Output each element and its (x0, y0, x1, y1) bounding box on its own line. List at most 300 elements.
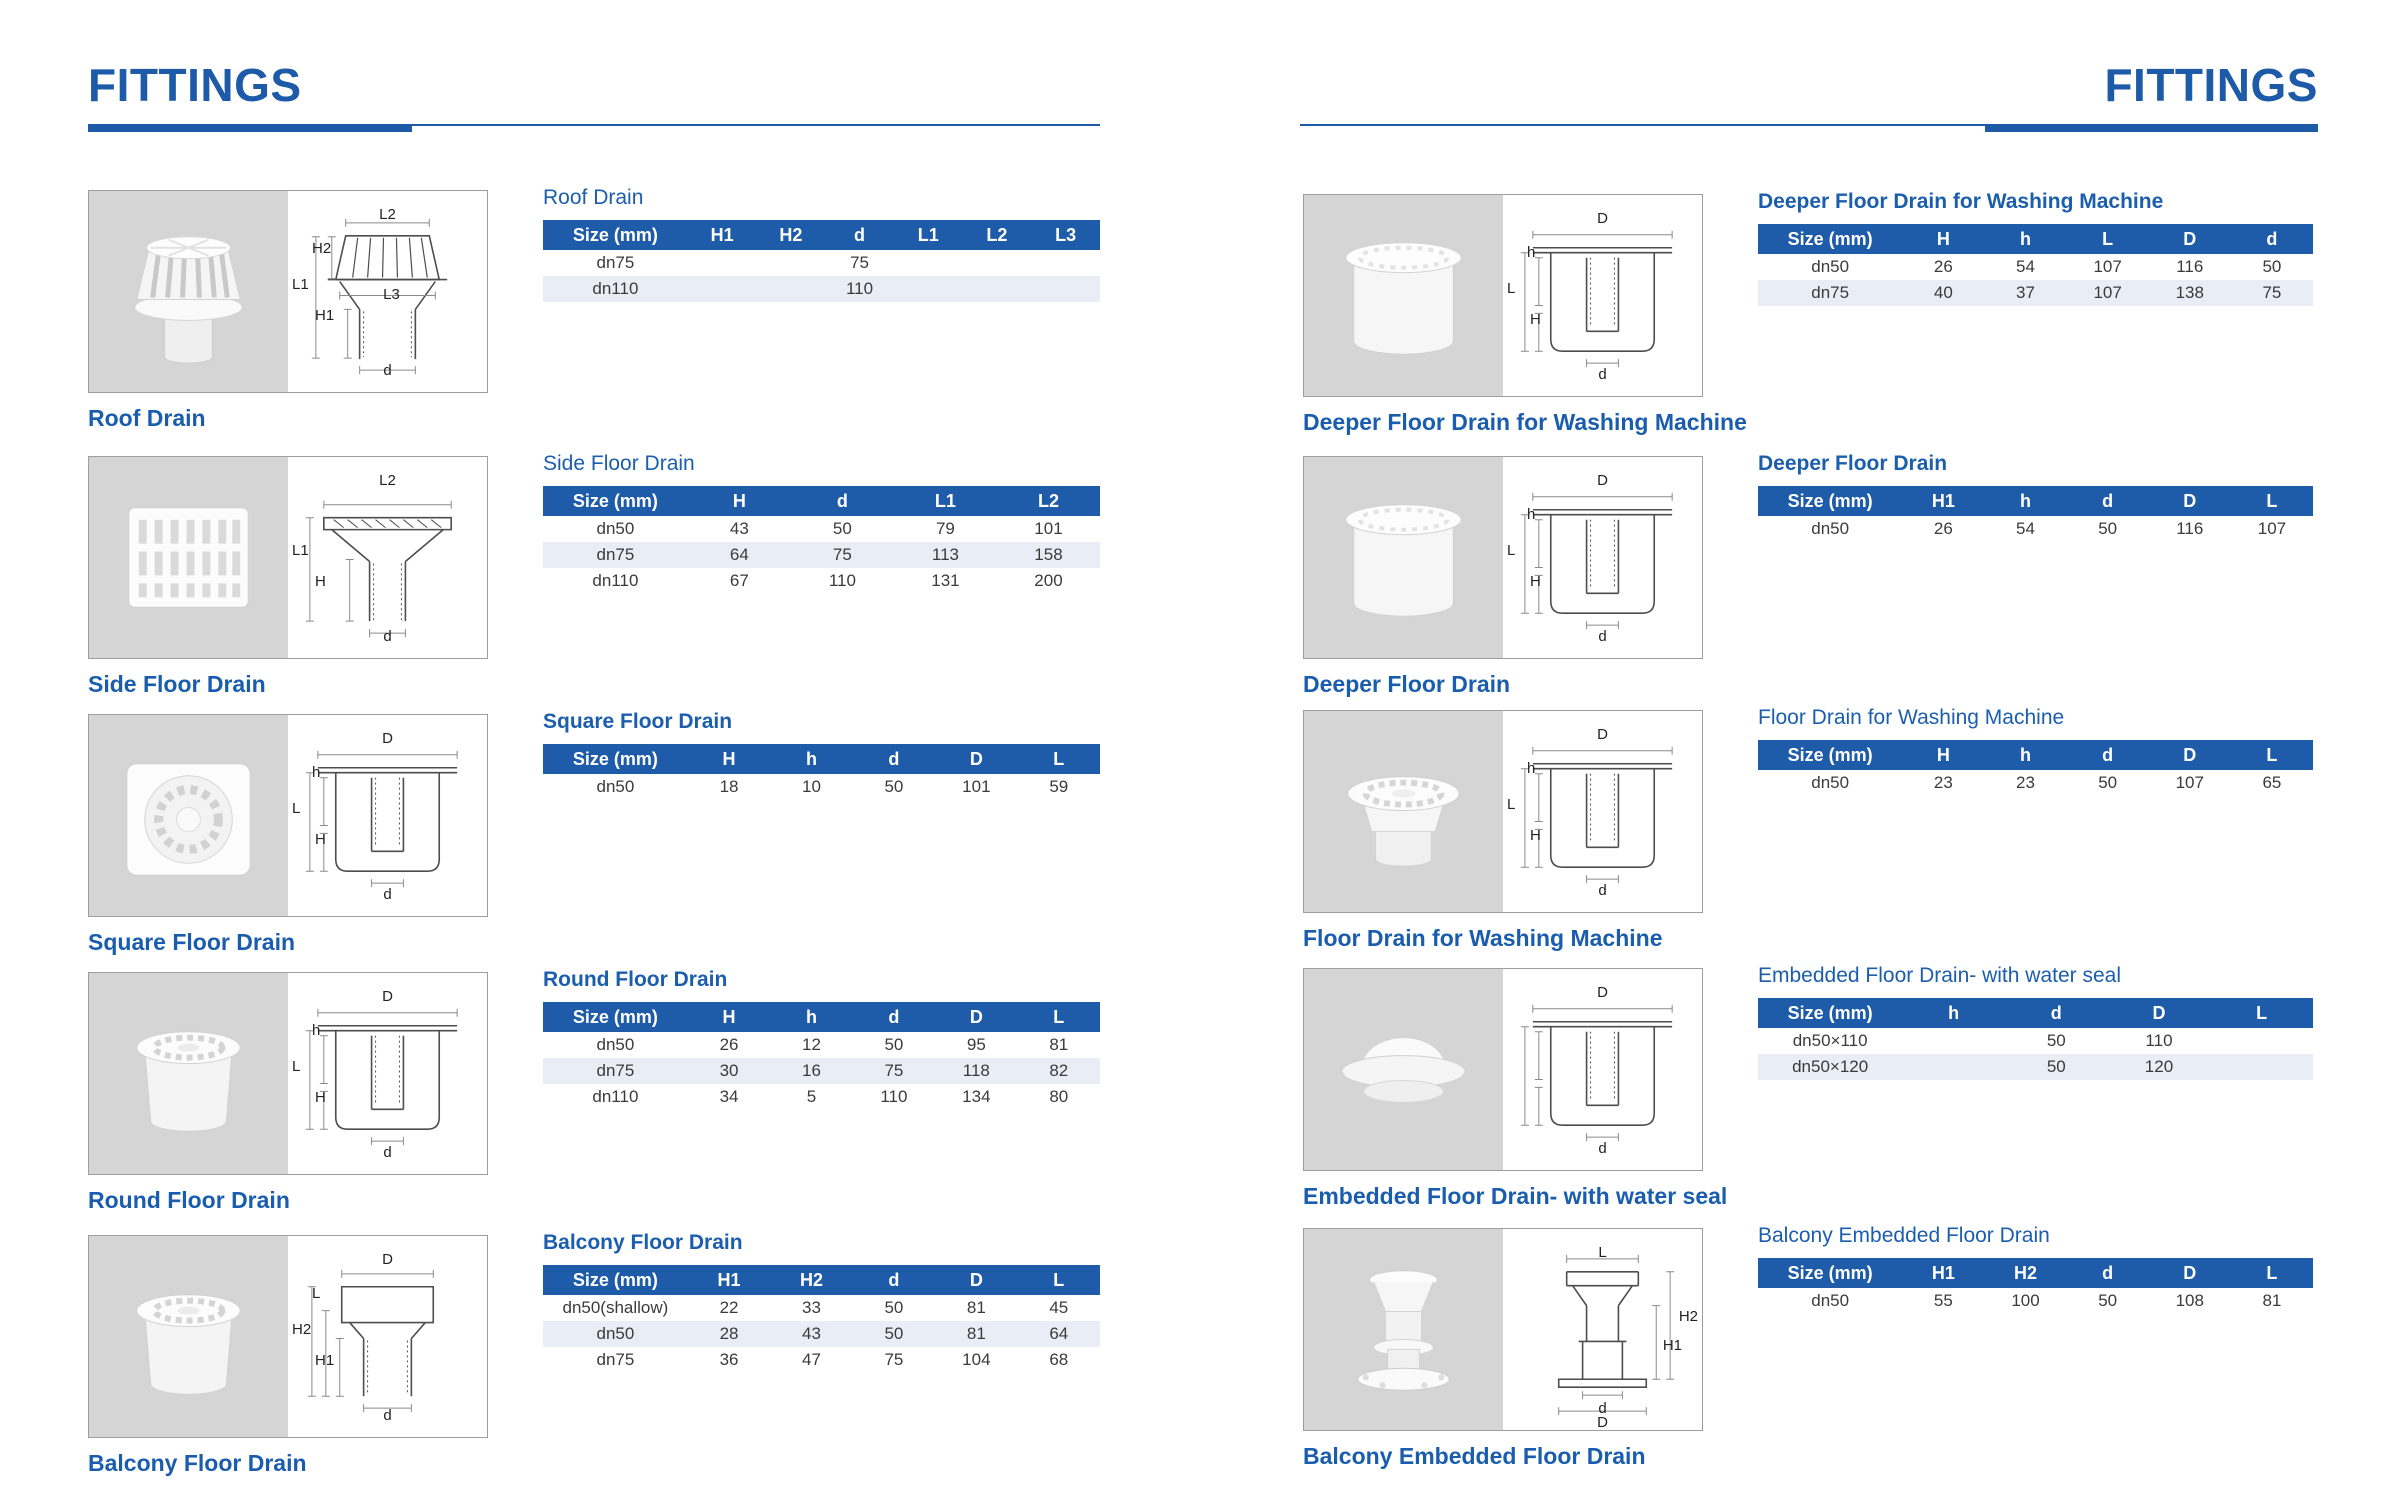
table-cell: 82 (1049, 1061, 1069, 1080)
spec-table (1758, 224, 2313, 306)
dim-label-left3: H (315, 830, 326, 848)
embedded-floor-drain-diagram (1503, 969, 1702, 1170)
spec-block (1758, 964, 2313, 1080)
table-cell: 134 (962, 1087, 991, 1106)
column-header: H1 (1902, 486, 1984, 516)
table-row (543, 774, 1100, 800)
balcony-embedded-floor-drain-photo (1304, 1229, 1503, 1430)
page-title: FITTINGS (88, 59, 302, 111)
column-header: h (770, 744, 852, 774)
dim-label-bottom: d (383, 1144, 392, 1161)
spec-table (1758, 486, 2313, 542)
column-header: D (935, 1265, 1017, 1295)
table-cell: 65 (2262, 773, 2282, 792)
table-cell (963, 250, 1032, 276)
table-cell: 23 (2016, 773, 2035, 792)
table-cell (757, 276, 826, 302)
table-cell: 16 (802, 1061, 821, 1080)
column-header: L (2210, 998, 2313, 1028)
table-row (1758, 770, 2313, 796)
table-cell: dn110 (592, 1087, 639, 1106)
deeper-floor-drain-diagram (1503, 457, 1702, 658)
table-cell: 28 (719, 1324, 739, 1343)
table-cell: 81 (966, 1298, 986, 1317)
table-cell: 68 (1049, 1350, 1069, 1369)
table-cell: dn50 (596, 1324, 635, 1343)
table-cell: dn50(shallow) (562, 1298, 669, 1317)
product-caption: Roof Drain (88, 405, 206, 431)
table-cell: 116 (2176, 257, 2204, 276)
table-cell (688, 250, 757, 276)
dim-label-top: D (382, 730, 393, 747)
column-header: L (2231, 1258, 2313, 1288)
round-floor-drain-card (88, 972, 488, 1175)
dim-label-bottom: d (1598, 1400, 1607, 1417)
spec-table (1758, 740, 2313, 796)
title-underline-thin (1300, 124, 1985, 126)
column-header: H2 (1984, 1258, 2066, 1288)
column-header: D (2149, 740, 2231, 770)
spec-block (1758, 452, 2313, 542)
dim-label-top: D (382, 988, 393, 1005)
dim-label-left1: h (1527, 506, 1536, 524)
section-roof-drain (0, 186, 1191, 450)
dim-label-left3: H (1530, 310, 1541, 328)
section-side-floor-drain (0, 452, 1191, 716)
table-header-row (1758, 224, 2313, 254)
deeper-floor-drain-wm-card (1303, 194, 1703, 397)
table-header-row (1758, 1258, 2313, 1288)
table-cell: 5 (806, 1087, 817, 1106)
balcony-floor-drain-diagram (288, 1236, 487, 1437)
table-header-row (543, 220, 1100, 250)
dim-label-left2: H2 (292, 1321, 312, 1339)
table-cell (1031, 250, 1100, 276)
column-header: L (1018, 1002, 1100, 1032)
balcony-floor-drain-photo (89, 1236, 288, 1437)
column-header: Size (mm) (543, 744, 688, 774)
table-row (543, 516, 1100, 542)
spec-table (1758, 998, 2313, 1080)
table-cell: 81 (966, 1324, 986, 1343)
table-cell: 104 (962, 1350, 991, 1369)
table-row (1758, 1054, 2313, 1080)
table-cell: 54 (2016, 519, 2035, 538)
column-header: D (2149, 1258, 2231, 1288)
table-cell: dn110 (592, 571, 639, 590)
dim-label-left3: H (1530, 826, 1541, 844)
dim-label-left2: L (1507, 280, 1516, 298)
table-cell: 64 (729, 545, 749, 564)
dim-label-bottom: d (1598, 366, 1607, 383)
table-cell: 79 (935, 519, 955, 538)
table-cell (1902, 1028, 2005, 1054)
table-cell: dn50 (1811, 773, 1850, 792)
column-header: d (2005, 998, 2108, 1028)
balcony-floor-drain-card (88, 1235, 488, 1438)
product-caption: Deeper Floor Drain (1303, 671, 1511, 697)
dim-label-bottom: d (383, 886, 392, 903)
dim-label-left1: h (312, 764, 321, 782)
dim-label-top: L2 (379, 472, 396, 489)
column-header: H2 (757, 220, 826, 250)
table-cell (963, 276, 1032, 302)
table-row (543, 1347, 1100, 1373)
table-row (1758, 280, 2313, 306)
table-row (543, 568, 1100, 594)
table-cell: 110 (880, 1087, 908, 1106)
side-floor-drain-diagram (288, 457, 487, 658)
table-cell: dn75 (596, 1061, 635, 1080)
table-cell (757, 250, 826, 276)
spec-table (543, 486, 1100, 594)
spec-table (543, 1265, 1100, 1373)
section-floor-drain-washing-machine (1191, 706, 2382, 970)
column-header: h (1902, 998, 2005, 1028)
table-cell: 45 (1049, 1298, 1069, 1317)
table-cell: 120 (2144, 1057, 2174, 1076)
table-cell: 50 (884, 1035, 904, 1054)
table-cell: 81 (1049, 1035, 1069, 1054)
table-cell: dn50 (596, 519, 635, 538)
table-title: Roof Drain (543, 186, 644, 209)
dim-label-top: L2 (379, 206, 396, 223)
page-right (1191, 0, 2382, 1490)
table-cell: 36 (719, 1350, 739, 1369)
column-header: L (2231, 486, 2313, 516)
side-floor-drain-card (88, 456, 488, 659)
table-cell: 107 (2093, 283, 2122, 302)
table-title: Embedded Floor Drain- with water seal (1758, 964, 2121, 987)
spec-block (543, 968, 1100, 1110)
column-header: L1 (894, 220, 963, 250)
dim-label-bottom: d (1598, 882, 1607, 899)
table-header-row (1758, 998, 2313, 1028)
section-square-floor-drain (0, 710, 1191, 974)
table-row (543, 1295, 1100, 1321)
table-cell (1031, 276, 1100, 302)
table-cell: 131 (931, 571, 960, 590)
table-header-row (543, 1265, 1100, 1295)
square-floor-drain-diagram (288, 715, 487, 916)
column-header: Size (mm) (543, 1265, 688, 1295)
table-cell: 23 (1933, 773, 1953, 792)
table-cell: dn50×120 (1792, 1057, 1869, 1076)
column-header: Size (mm) (1758, 1258, 1902, 1288)
dim-label-bottom2: D (1597, 1414, 1608, 1431)
table-cell: 50 (884, 1324, 904, 1343)
column-header: L (2067, 224, 2149, 254)
column-header: D (935, 744, 1017, 774)
dim-label-bottom: d (1598, 628, 1607, 645)
table-cell: 26 (719, 1035, 739, 1054)
section-balcony-floor-drain (0, 1231, 1191, 1490)
table-cell: 50 (2046, 1057, 2066, 1076)
side-floor-drain-photo (89, 457, 288, 658)
table-row (543, 250, 1100, 276)
product-caption: Balcony Embedded Floor Drain (1303, 1443, 1646, 1469)
table-cell: 50 (832, 519, 852, 538)
column-header: h (1984, 224, 2066, 254)
spec-block (1758, 706, 2313, 796)
dim-label-bottom: d (1598, 1140, 1607, 1157)
table-cell: 54 (2016, 257, 2035, 276)
table-cell: 50 (2046, 1031, 2066, 1050)
table-header-row (1758, 740, 2313, 770)
title-underline-thin (412, 124, 1100, 126)
table-cell: dn50×110 (1792, 1031, 1868, 1050)
deeper-floor-drain-wm-diagram (1503, 195, 1702, 396)
dim-label-left1: h (312, 1022, 321, 1040)
round-floor-drain-photo (89, 973, 288, 1174)
column-header: d (825, 220, 894, 250)
table-cell: 75 (832, 545, 852, 564)
dim-label-right2: H1 (1662, 1336, 1682, 1354)
table-cell: 12 (802, 1035, 821, 1054)
floor-drain-wm-diagram (1503, 711, 1702, 912)
table-cell (688, 276, 757, 302)
square-floor-drain-card (88, 714, 488, 917)
table-cell (2210, 1028, 2313, 1054)
table-header-row (543, 1002, 1100, 1032)
table-title: Balcony Floor Drain (543, 1231, 743, 1254)
balcony-embedded-floor-drain-card (1303, 1228, 1703, 1431)
column-header: d (2067, 740, 2149, 770)
table-row (1758, 254, 2313, 280)
section-embedded-floor-drain (1191, 964, 2382, 1228)
dim-label-top: D (1597, 984, 1608, 1001)
column-header: Size (mm) (543, 220, 688, 250)
product-caption: Embedded Floor Drain- with water seal (1303, 1183, 1728, 1209)
section-round-floor-drain (0, 968, 1191, 1232)
table-row (1758, 1288, 2313, 1314)
table-cell: 108 (2175, 1291, 2204, 1310)
product-caption: Balcony Floor Drain (88, 1450, 307, 1476)
column-header: D (2149, 224, 2231, 254)
table-cell: dn50 (596, 1035, 635, 1054)
spec-block (543, 1231, 1100, 1373)
column-header: L2 (963, 220, 1032, 250)
table-cell: 75 (850, 253, 869, 272)
table-cell: dn75 (596, 253, 635, 272)
floor-drain-wm-card (1303, 710, 1703, 913)
dim-label-left3: H (1530, 572, 1541, 590)
table-cell: 50 (2098, 519, 2118, 538)
column-header: h (1984, 486, 2066, 516)
table-cell: 80 (1049, 1087, 1069, 1106)
table-cell: 33 (802, 1298, 821, 1317)
table-cell: 10 (802, 777, 821, 796)
page-title: FITTINGS (2104, 59, 2318, 111)
table-row (543, 1084, 1100, 1110)
table-cell: 26 (1933, 257, 1953, 276)
table-cell: dn50 (1811, 519, 1850, 538)
table-cell: 50 (884, 1298, 904, 1317)
dim-label-left1: h (1527, 244, 1536, 262)
table-cell: 101 (962, 777, 991, 796)
table-cell: 64 (1049, 1324, 1069, 1343)
dim-label-top: D (1597, 726, 1608, 743)
column-header: L (2231, 740, 2313, 770)
spec-block (543, 452, 1100, 594)
table-cell: 107 (2175, 773, 2204, 792)
embedded-floor-drain-card (1303, 968, 1703, 1171)
column-header: Size (mm) (543, 1002, 688, 1032)
deeper-floor-drain-card (1303, 456, 1703, 659)
column-header: H (688, 486, 791, 516)
column-header: L (1018, 744, 1100, 774)
dim-label-left2: L (292, 1058, 301, 1076)
table-cell (2210, 1054, 2313, 1080)
column-header: d (853, 1265, 935, 1295)
spec-table (543, 1002, 1100, 1110)
table-cell: 40 (1933, 283, 1953, 302)
column-header: Size (mm) (1758, 998, 1902, 1028)
table-cell: 50 (2262, 257, 2282, 276)
table-cell: 110 (845, 279, 874, 298)
dim-label-left2: L (1507, 796, 1516, 814)
column-header: d (791, 486, 894, 516)
table-row (543, 276, 1100, 302)
spec-block (1758, 190, 2313, 306)
dim-label-top: D (1597, 210, 1608, 227)
section-balcony-embedded-floor-drain (1191, 1224, 2382, 1488)
table-title: Deeper Floor Drain for Washing Machine (1758, 190, 2164, 213)
table-cell: 107 (2093, 257, 2122, 276)
dim-label-left1: L (312, 1285, 321, 1303)
table-cell: 158 (1034, 545, 1063, 564)
table-cell: dn75 (1811, 283, 1850, 302)
table-cell (894, 276, 963, 302)
table-row (543, 542, 1100, 568)
table-cell: 43 (802, 1324, 821, 1343)
spec-block (1758, 1224, 2313, 1314)
column-header: Size (mm) (543, 486, 688, 516)
table-row (1758, 1028, 2313, 1054)
embedded-floor-drain-photo (1304, 969, 1503, 1170)
column-header: H (1902, 740, 1984, 770)
deeper-floor-drain-photo (1304, 457, 1503, 658)
product-caption: Square Floor Drain (88, 929, 296, 955)
roof-drain-photo (89, 191, 288, 392)
table-cell: dn110 (592, 279, 639, 298)
dim-label-right1: H2 (1678, 1308, 1698, 1326)
spec-table (543, 744, 1100, 800)
table-cell: 34 (719, 1087, 739, 1106)
square-floor-drain-photo (89, 715, 288, 916)
dim-label-bottom: d (383, 628, 392, 645)
dim-label-left2: L1 (292, 276, 309, 294)
table-header-row (1758, 486, 2313, 516)
dim-label-left3: H1 (315, 306, 335, 324)
product-caption: Round Floor Drain (88, 1187, 290, 1213)
dim-label-left1: h (1527, 760, 1536, 778)
table-cell: dn50 (596, 777, 635, 796)
table-row (543, 1058, 1100, 1084)
column-header: Size (mm) (1758, 740, 1902, 770)
table-cell: dn50 (1811, 257, 1850, 276)
table-title: Round Floor Drain (543, 968, 728, 991)
column-header: H2 (770, 1265, 852, 1295)
table-header-row (543, 486, 1100, 516)
table-cell: 116 (2176, 519, 2204, 538)
spec-block (543, 186, 1100, 302)
table-cell: 55 (1933, 1291, 1953, 1310)
spec-block (543, 710, 1100, 800)
table-row (543, 1321, 1100, 1347)
dim-label-top: D (1597, 472, 1608, 489)
dim-label-left3: H (315, 1088, 326, 1106)
table-cell: 101 (1034, 519, 1063, 538)
roof-drain-diagram (288, 191, 487, 392)
product-caption: Deeper Floor Drain for Washing Machine (1303, 409, 1747, 435)
table-row (543, 1032, 1100, 1058)
table-cell: 110 (2145, 1031, 2173, 1050)
table-cell: 50 (2098, 773, 2118, 792)
table-cell: 75 (2262, 283, 2282, 302)
dim-label-top: L (1598, 1244, 1607, 1261)
dim-label-left2: L1 (292, 542, 309, 560)
table-cell: 43 (729, 519, 749, 538)
table-cell: 75 (884, 1350, 904, 1369)
table-cell: 67 (729, 571, 749, 590)
roof-drain-card (88, 190, 488, 393)
column-header: H (688, 1002, 770, 1032)
section-deeper-floor-drain-washing-machine (1191, 190, 2382, 454)
table-cell: 100 (2011, 1291, 2040, 1310)
table-cell: 50 (884, 777, 904, 796)
column-header: h (770, 1002, 852, 1032)
deeper-floor-drain-wm-photo (1304, 195, 1503, 396)
table-cell: 107 (2257, 519, 2287, 538)
column-header: L2 (997, 486, 1100, 516)
table-cell: dn50 (1811, 1291, 1850, 1310)
table-cell: 37 (2016, 283, 2035, 302)
dim-label-top: D (382, 1251, 393, 1268)
table-title: Balcony Embedded Floor Drain (1758, 1224, 2050, 1247)
column-header: H1 (688, 1265, 770, 1295)
dim-label-left3: H1 (315, 1351, 335, 1369)
product-caption: Side Floor Drain (88, 671, 266, 697)
table-cell: 118 (962, 1061, 990, 1080)
column-header: D (935, 1002, 1017, 1032)
table-cell (1902, 1054, 2005, 1080)
table-cell: 113 (931, 545, 959, 564)
column-header: h (1984, 740, 2066, 770)
dim-label-left1: H2 (312, 240, 332, 258)
spec-table (1758, 1258, 2313, 1314)
floor-drain-wm-photo (1304, 711, 1503, 912)
column-header: L (1018, 1265, 1100, 1295)
column-header: d (853, 1002, 935, 1032)
column-header: D (2108, 998, 2211, 1028)
dim-label-bottom: d (383, 1407, 392, 1424)
table-cell: 59 (1049, 777, 1069, 796)
table-title: Deeper Floor Drain (1758, 452, 1948, 475)
table-cell: dn75 (596, 1350, 635, 1369)
table-cell: 95 (966, 1035, 986, 1054)
column-header: L3 (1031, 220, 1100, 250)
title-underline-thick (88, 124, 412, 132)
column-header: d (2067, 1258, 2149, 1288)
column-header: L1 (894, 486, 997, 516)
table-cell: 138 (2175, 283, 2204, 302)
table-cell: 26 (1933, 519, 1953, 538)
table-cell: 22 (719, 1298, 739, 1317)
column-header: d (853, 744, 935, 774)
table-header-row (543, 744, 1100, 774)
column-header: d (2231, 224, 2313, 254)
